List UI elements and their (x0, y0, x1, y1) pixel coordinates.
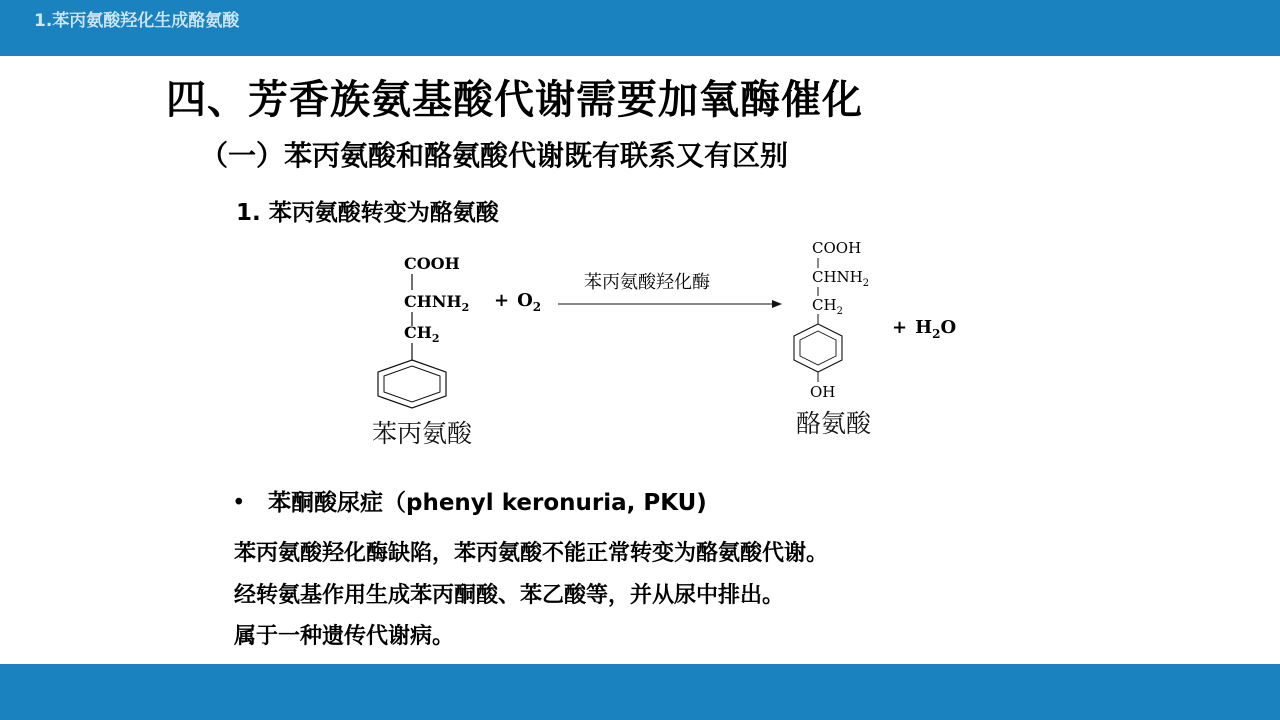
page-title: 四、芳香族氨基酸代谢需要加氧酶催化 (166, 77, 863, 123)
note-line-3: 属于一种遗传代谢病。 (234, 624, 455, 649)
section-title: 1. 苯丙氨酸转变为酪氨酸 (236, 200, 499, 226)
tyrosine-label: 酪氨酸 (796, 409, 872, 438)
reactant-ch2: $CH_2$ (404, 323, 440, 345)
note-line-2: 经转氨基作用生成苯丙酮酸、苯乙酸等，并从尿中排出。 (234, 583, 785, 608)
slide-section-title: 1.苯丙氨酸羟化生成酪氨酸 (34, 11, 240, 31)
product-oh: OH (810, 383, 836, 401)
reactant-chnh2: $CHNH_2$ (404, 292, 470, 314)
phenylalanine-label: 苯丙氨酸 (372, 419, 473, 448)
water-product: + $H_2O$ (892, 317, 957, 341)
pku-title: 苯酮酸尿症（phenyl keronuria, PKU) (268, 490, 707, 516)
tyrosine-structure (794, 239, 869, 401)
bullet-icon: • (232, 490, 246, 516)
pku-bullet (232, 484, 707, 517)
product-ch2: $CH_2$ (812, 296, 843, 317)
phenol-inner-ring (800, 331, 836, 365)
product-chnh2: $CHNH_2$ (812, 268, 870, 289)
product-cooh: COOH (812, 239, 862, 257)
enzyme-label: 苯丙氨酸羟化酶 (584, 272, 710, 293)
reactant-cooh: COOH (404, 254, 460, 273)
subsection-title: （一）苯丙氨酸和酪氨酸代谢既有联系又有区别 (200, 139, 789, 172)
benzene-inner-ring (384, 366, 440, 402)
oxygen-reagent: + $O_2$ (494, 290, 542, 314)
phenylalanine-structure (378, 254, 469, 408)
footer-bar (0, 664, 1280, 720)
arrow-head (772, 300, 782, 308)
note-line-1: 苯丙氨酸羟化酶缺陷，苯丙氨酸不能正常转变为酪氨酸代谢。 (234, 541, 829, 566)
benzene-ring (378, 360, 446, 408)
